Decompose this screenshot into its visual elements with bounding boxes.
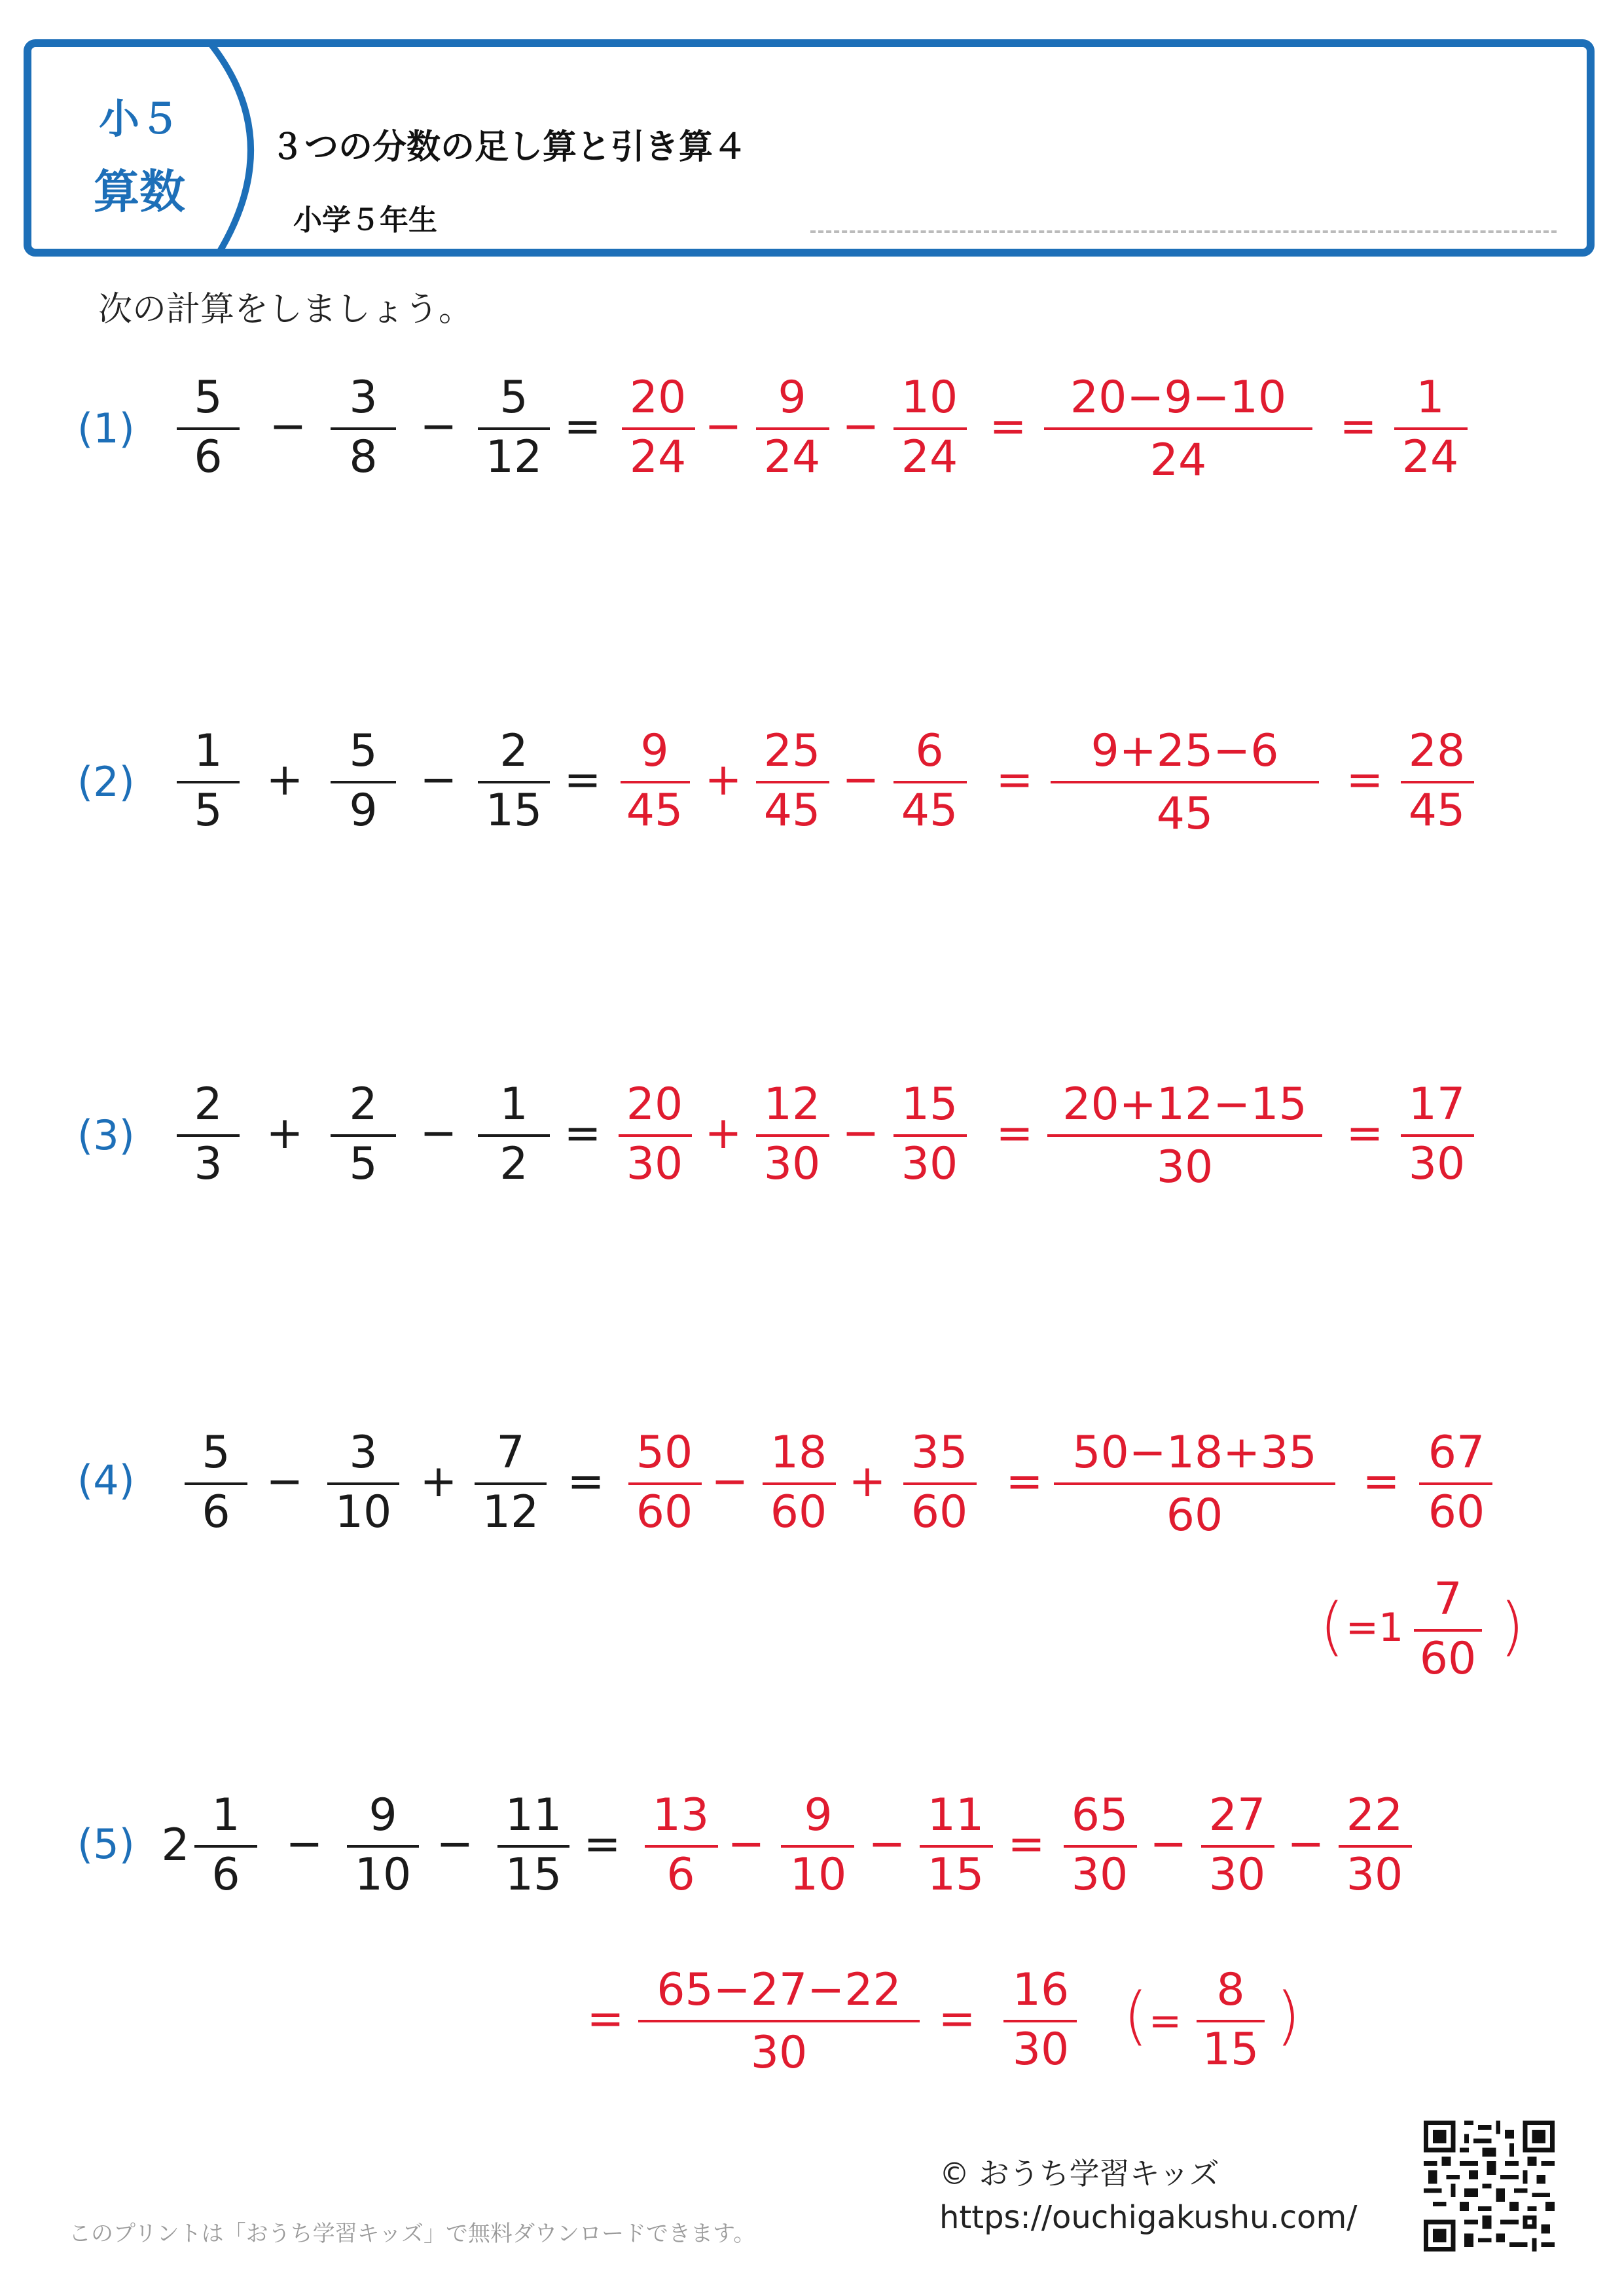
q-denominator: 6 bbox=[194, 431, 223, 483]
fraction-bar bbox=[478, 1134, 550, 1137]
mixed-equals: =1 bbox=[1345, 1605, 1404, 1651]
fraction-bar bbox=[1401, 781, 1474, 783]
q-numerator: 3 bbox=[349, 372, 378, 423]
a-numerator: 18 bbox=[770, 1427, 827, 1479]
fraction-bar bbox=[478, 781, 550, 783]
q-numerator: 11 bbox=[505, 1789, 562, 1841]
equals-sign: = bbox=[567, 1456, 605, 1507]
a-numerator: 9+25−6 bbox=[1091, 725, 1279, 777]
operator: + bbox=[704, 1107, 742, 1159]
equals-sign: = bbox=[1005, 1456, 1043, 1507]
a-numerator: 13 bbox=[652, 1789, 710, 1841]
fraction-bar bbox=[1044, 427, 1312, 430]
site-url[interactable]: https://ouchigakushu.com/ bbox=[939, 2199, 1358, 2236]
a-denominator: 30 bbox=[1156, 1141, 1214, 1193]
a-numerator: 8 bbox=[1216, 1964, 1245, 2016]
fraction-bar bbox=[893, 781, 967, 783]
worksheet-title: ３つの分数の足し算と引き算４ bbox=[270, 128, 748, 167]
download-notice: このプリントは「おうち学習キッズ」で無料ダウンロードできます。 bbox=[69, 2221, 756, 2247]
a-denominator: 15 bbox=[927, 1849, 984, 1901]
a-denominator: 30 bbox=[901, 1138, 958, 1190]
fraction-bar bbox=[763, 1482, 836, 1485]
operator: + bbox=[266, 754, 304, 806]
a-numerator: 65 bbox=[1071, 1789, 1128, 1841]
fraction-bar bbox=[177, 427, 240, 430]
q-denominator: 10 bbox=[334, 1486, 392, 1538]
operator: − bbox=[842, 401, 880, 452]
operator: − bbox=[269, 401, 307, 452]
fraction-bar bbox=[1419, 1482, 1492, 1485]
problem-label: (5) bbox=[77, 1820, 135, 1868]
fraction-bar bbox=[185, 1482, 247, 1485]
fraction-bar bbox=[903, 1482, 977, 1485]
fraction-bar bbox=[1003, 2020, 1077, 2022]
a-numerator: 9 bbox=[804, 1789, 833, 1841]
a-numerator: 20−9−10 bbox=[1070, 372, 1287, 423]
fraction-bar bbox=[1394, 427, 1468, 430]
fraction-bar bbox=[893, 1134, 967, 1137]
fraction-bar bbox=[327, 1482, 399, 1485]
operator: + bbox=[704, 754, 742, 806]
operator: − bbox=[1287, 1818, 1325, 1870]
q-numerator: 5 bbox=[194, 372, 223, 423]
operator: − bbox=[420, 401, 458, 452]
fraction-bar bbox=[1054, 1482, 1335, 1485]
subject-label: 算数 bbox=[94, 165, 185, 219]
fraction-bar bbox=[331, 1134, 396, 1137]
a-numerator: 20+12−15 bbox=[1062, 1079, 1307, 1130]
equals-sign: = bbox=[1007, 1818, 1045, 1870]
a-numerator: 12 bbox=[763, 1079, 821, 1130]
a-denominator: 30 bbox=[1071, 1849, 1128, 1901]
instruction-text: 次の計算をしましょう。 bbox=[98, 290, 473, 329]
q-numerator: 9 bbox=[369, 1789, 397, 1841]
fraction-bar bbox=[1339, 1845, 1412, 1848]
a-denominator: 30 bbox=[1408, 1138, 1466, 1190]
a-denominator: 45 bbox=[763, 785, 821, 836]
equals-sign: = bbox=[938, 1993, 976, 2045]
operator: − bbox=[711, 1456, 749, 1507]
fraction-bar bbox=[920, 1845, 993, 1848]
a-denominator: 60 bbox=[1419, 1633, 1477, 1685]
equals-sign: = bbox=[564, 754, 602, 806]
q-numerator: 5 bbox=[499, 372, 528, 423]
a-numerator: 20 bbox=[626, 1079, 683, 1130]
a-denominator: 60 bbox=[636, 1486, 693, 1538]
fraction-bar bbox=[756, 1134, 829, 1137]
q-denominator: 6 bbox=[211, 1849, 240, 1901]
a-numerator: 9 bbox=[778, 372, 806, 423]
q-denominator: 15 bbox=[505, 1849, 562, 1901]
equals-sign: = bbox=[564, 1107, 602, 1159]
fraction-bar bbox=[619, 1134, 692, 1137]
a-numerator: 28 bbox=[1408, 725, 1466, 777]
fraction-bar bbox=[1401, 1134, 1474, 1137]
a-denominator: 24 bbox=[1149, 435, 1207, 486]
q-numerator: 1 bbox=[194, 725, 223, 777]
equals-sign: = bbox=[583, 1818, 621, 1870]
a-denominator: 30 bbox=[1346, 1849, 1403, 1901]
problem-label: (2) bbox=[77, 758, 135, 806]
a-denominator: 45 bbox=[901, 785, 958, 836]
q-numerator: 3 bbox=[349, 1427, 378, 1479]
name-entry-line bbox=[810, 230, 1557, 233]
a-denominator: 30 bbox=[750, 2027, 808, 2079]
equals-sign: = bbox=[996, 754, 1034, 806]
q-numerator: 1 bbox=[499, 1079, 528, 1130]
a-numerator: 35 bbox=[911, 1427, 968, 1479]
a-denominator: 30 bbox=[1012, 2024, 1070, 2075]
a-numerator: 67 bbox=[1428, 1427, 1485, 1479]
a-denominator: 30 bbox=[763, 1138, 821, 1190]
a-denominator: 24 bbox=[901, 431, 958, 483]
fraction-bar bbox=[475, 1482, 547, 1485]
a-numerator: 27 bbox=[1208, 1789, 1266, 1841]
a-denominator: 30 bbox=[626, 1138, 683, 1190]
a-numerator: 65−27−22 bbox=[657, 1964, 901, 2016]
open-paren: ( bbox=[1123, 1979, 1148, 2053]
q-denominator: 12 bbox=[482, 1486, 539, 1538]
a-numerator: 10 bbox=[901, 372, 958, 423]
q-denominator: 5 bbox=[349, 1138, 378, 1190]
fraction-bar bbox=[781, 1845, 854, 1848]
q-numerator: 5 bbox=[349, 725, 378, 777]
fraction-bar bbox=[1064, 1845, 1137, 1848]
operator: − bbox=[266, 1456, 304, 1507]
close-paren: ) bbox=[1500, 1590, 1525, 1663]
operator: + bbox=[420, 1456, 458, 1507]
equals-sign: = bbox=[586, 1993, 624, 2045]
a-denominator: 60 bbox=[911, 1486, 968, 1538]
operator: − bbox=[727, 1818, 765, 1870]
a-denominator: 24 bbox=[763, 431, 821, 483]
operator: − bbox=[842, 754, 880, 806]
problem-label: (1) bbox=[77, 404, 135, 452]
a-denominator: 10 bbox=[789, 1849, 847, 1901]
grade-label: 小５ bbox=[98, 95, 180, 143]
operator: + bbox=[266, 1107, 304, 1159]
q-denominator: 3 bbox=[194, 1138, 223, 1190]
equals-sign: = bbox=[1362, 1456, 1400, 1507]
q-numerator: 5 bbox=[202, 1427, 230, 1479]
a-denominator: 60 bbox=[1428, 1486, 1485, 1538]
fraction-bar bbox=[1414, 1629, 1482, 1632]
fraction-bar bbox=[638, 2020, 920, 2022]
fraction-bar bbox=[893, 427, 967, 430]
equals-sign: = bbox=[564, 401, 602, 452]
a-numerator: 50−18+35 bbox=[1072, 1427, 1317, 1479]
fraction-bar bbox=[1197, 2020, 1265, 2022]
q-denominator: 6 bbox=[202, 1486, 230, 1538]
a-numerator: 16 bbox=[1012, 1964, 1070, 2016]
fraction-bar bbox=[331, 781, 396, 783]
a-numerator: 6 bbox=[915, 725, 944, 777]
copyright-text: © おうち学習キッズ bbox=[939, 2156, 1219, 2191]
a-numerator: 20 bbox=[629, 372, 687, 423]
q-numerator: 7 bbox=[496, 1427, 525, 1479]
problem-label: (3) bbox=[77, 1111, 135, 1159]
q-denominator: 10 bbox=[354, 1849, 412, 1901]
operator: − bbox=[704, 401, 742, 452]
a-denominator: 60 bbox=[1166, 1490, 1223, 1541]
problem-label: (4) bbox=[77, 1456, 135, 1504]
whole-number: 2 bbox=[161, 1820, 190, 1871]
fraction-bar bbox=[621, 781, 690, 783]
a-denominator: 15 bbox=[1202, 2024, 1259, 2075]
equals-sign: = bbox=[989, 401, 1027, 452]
a-numerator: 15 bbox=[901, 1079, 958, 1130]
fraction-bar bbox=[478, 427, 550, 430]
equals-sign: = bbox=[1148, 1998, 1182, 2044]
q-numerator: 1 bbox=[211, 1789, 240, 1841]
a-denominator: 24 bbox=[629, 431, 687, 483]
a-numerator: 7 bbox=[1434, 1573, 1462, 1625]
fraction-bar bbox=[347, 1845, 419, 1848]
q-numerator: 2 bbox=[194, 1079, 223, 1130]
q-denominator: 2 bbox=[499, 1138, 528, 1190]
operator: − bbox=[868, 1818, 906, 1870]
worksheet-subtitle: 小学５年生 bbox=[293, 204, 437, 237]
a-numerator: 11 bbox=[927, 1789, 984, 1841]
operator: + bbox=[848, 1456, 886, 1507]
close-paren: ) bbox=[1276, 1979, 1301, 2053]
fraction-bar bbox=[177, 1134, 240, 1137]
a-numerator: 9 bbox=[640, 725, 669, 777]
fraction-bar bbox=[194, 1845, 257, 1848]
a-numerator: 50 bbox=[636, 1427, 693, 1479]
operator: − bbox=[420, 754, 458, 806]
operator: − bbox=[842, 1107, 880, 1159]
operator: − bbox=[285, 1818, 323, 1870]
a-denominator: 45 bbox=[1408, 785, 1466, 836]
equals-sign: = bbox=[996, 1107, 1034, 1159]
equals-sign: = bbox=[1346, 1107, 1384, 1159]
q-numerator: 2 bbox=[499, 725, 528, 777]
a-denominator: 30 bbox=[1208, 1849, 1266, 1901]
fraction-bar bbox=[756, 427, 829, 430]
fraction-bar bbox=[331, 427, 396, 430]
a-denominator: 6 bbox=[666, 1849, 695, 1901]
fraction-bar bbox=[1051, 781, 1319, 783]
open-paren: ( bbox=[1320, 1590, 1344, 1663]
qr-code-icon[interactable] bbox=[1424, 2121, 1555, 2251]
operator: − bbox=[420, 1107, 458, 1159]
operator: − bbox=[1149, 1818, 1187, 1870]
operator: − bbox=[436, 1818, 474, 1870]
fraction-bar bbox=[628, 1482, 702, 1485]
fraction-bar bbox=[622, 427, 695, 430]
a-denominator: 60 bbox=[770, 1486, 827, 1538]
q-denominator: 8 bbox=[349, 431, 378, 483]
a-numerator: 25 bbox=[763, 725, 821, 777]
fraction-bar bbox=[177, 781, 240, 783]
fraction-bar bbox=[645, 1845, 718, 1848]
fraction-bar bbox=[497, 1845, 569, 1848]
a-denominator: 45 bbox=[626, 785, 683, 836]
q-denominator: 9 bbox=[349, 785, 378, 836]
a-numerator: 17 bbox=[1408, 1079, 1466, 1130]
q-denominator: 5 bbox=[194, 785, 223, 836]
a-denominator: 24 bbox=[1401, 431, 1459, 483]
q-denominator: 15 bbox=[485, 785, 543, 836]
equals-sign: = bbox=[1339, 401, 1377, 452]
fraction-bar bbox=[1201, 1845, 1274, 1848]
fraction-bar bbox=[756, 781, 829, 783]
q-denominator: 12 bbox=[485, 431, 543, 483]
a-numerator: 22 bbox=[1346, 1789, 1403, 1841]
fraction-bar bbox=[1047, 1134, 1322, 1137]
q-numerator: 2 bbox=[349, 1079, 378, 1130]
equals-sign: = bbox=[1346, 754, 1384, 806]
a-numerator: 1 bbox=[1416, 372, 1445, 423]
a-denominator: 45 bbox=[1156, 788, 1214, 840]
